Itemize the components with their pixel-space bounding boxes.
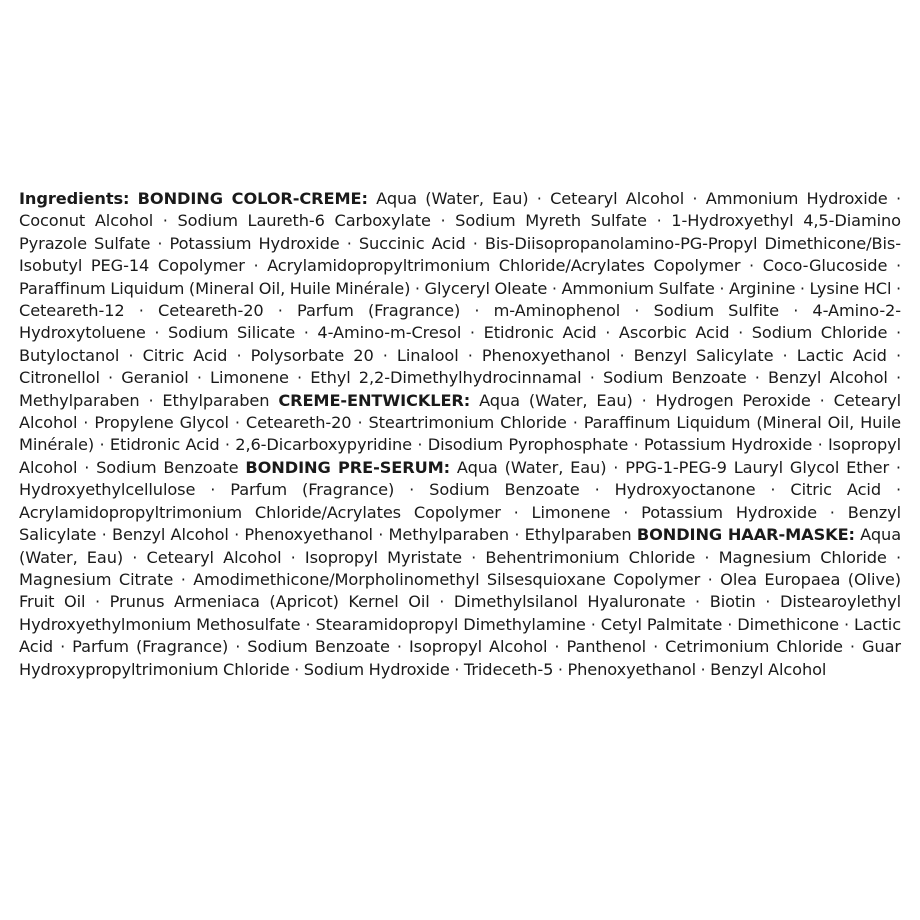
ingredients-list: [19, 188, 901, 681]
section-text-pre-serum: Aqua (Water, Eau) · PPG-1-PEG-9 Lauryl Glycol Ether · Hydroxyethylcellulose · Parfum (Fragrance) · Sodium Benzoate · Hydroxyoctanone · Citric Acid · Acrylamidopropyltrimonium Chloride/Acrylates Copolymer · Limonene · Potassium Hydroxide · Benzyl Salicylate · Benzyl Alcohol · Phenoxyethanol · Methylparaben · Ethylparaben: [19, 457, 901, 545]
ingredients-label: Ingredients:: [19, 189, 130, 208]
section-heading-creme-entwickler: CREME-ENTWICKLER:: [278, 390, 471, 410]
section-heading-haar-maske: BONDING HAAR-MASKE:: [636, 525, 855, 545]
section-heading-color-creme: BONDING COLOR-CREME:: [137, 189, 368, 208]
section-text-haar-maske: Aqua (Water, Eau) · Cetearyl Alcohol · Isopropyl Myristate · Behentrimonium Chloride · Magnesium Chloride · Magnesium Citrate · Amodimethicone/Morpholinomethyl Silsesquioxane Copolymer · Olea Europaea (Olive) Fruit Oil · Prunus Armeniaca (Apricot) Kernel Oil · Dimethylsilanol Hyaluronate · Biotin · Distearoylethyl Hydroxyethylmonium Methosulfate · Stearamidopropyl Dimethylamine · Cetyl Palmitate · Dimethicone · Lactic Acid · Parfum (Fragrance) · Sodium Benzoate · Isopropyl Alcohol · Panthenol · Cetrimonium Chloride · Guar Hydroxypropyltrimonium Chloride · Sodium Hydroxide · Trideceth-5 · Phenoxyethanol · Benzyl Alcohol: [19, 525, 902, 679]
section-text-color-creme: Aqua (Water, Eau) · Cetearyl Alcohol · Ammonium Hydroxide · Coconut Alcohol · Sodium Laureth-6 Carboxylate · Sodium Myreth Sulfate · 1-Hydroxyethyl 4,5-Diamino Pyrazole Sulfate · Potassium Hydroxide · Succinic Acid · Bis-Diisopropanolamino-PG-Propyl Dimethicone/Bis-Isobutyl PEG-14 Copolymer · Acrylamidopropyltrimonium Chloride/Acrylates Copolymer · Coco-Glucoside · Paraffinum Liquidum (Mineral Oil, Huile Minérale) · Glyceryl Oleate · Ammonium Sulfate · Arginine · Lysine HCl · Ceteareth-12 · Ceteareth-20 · Parfum (Fragrance) · m-Aminophenol · Sodium Sulfite · 4-Amino-2-Hydroxytoluene · Sodium Silicate · 4-Amino-m-Cresol · Etidronic Acid · Ascorbic Acid · Sodium Chloride · Butyloctanol · Citric Acid · Polysorbate 20 · Linalool · Phenoxyethanol · Benzyl Salicylate · Lactic Acid · Citronellol · Geraniol · Limonene · Ethyl 2,2-Dimethylhydrocinnamal · Sodium Benzoate · Benzyl Alcohol · Methylparaben · Ethylparaben: [19, 189, 901, 410]
section-text-creme-entwickler: Aqua (Water, Eau) · Hydrogen Peroxide · Cetearyl Alcohol · Propylene Glycol · Ceteareth-20 · Steartrimonium Chloride · Paraffinum Liquidum (Mineral Oil, Huile Minérale) · Etidronic Acid · 2,6-Dicarboxypyridine · Disodium Pyrophosphate · Potassium Hydroxide · Isopropyl Alcohol · Sodium Benzoate: [19, 390, 902, 477]
section-heading-pre-serum: BONDING PRE-SERUM:: [245, 457, 451, 477]
